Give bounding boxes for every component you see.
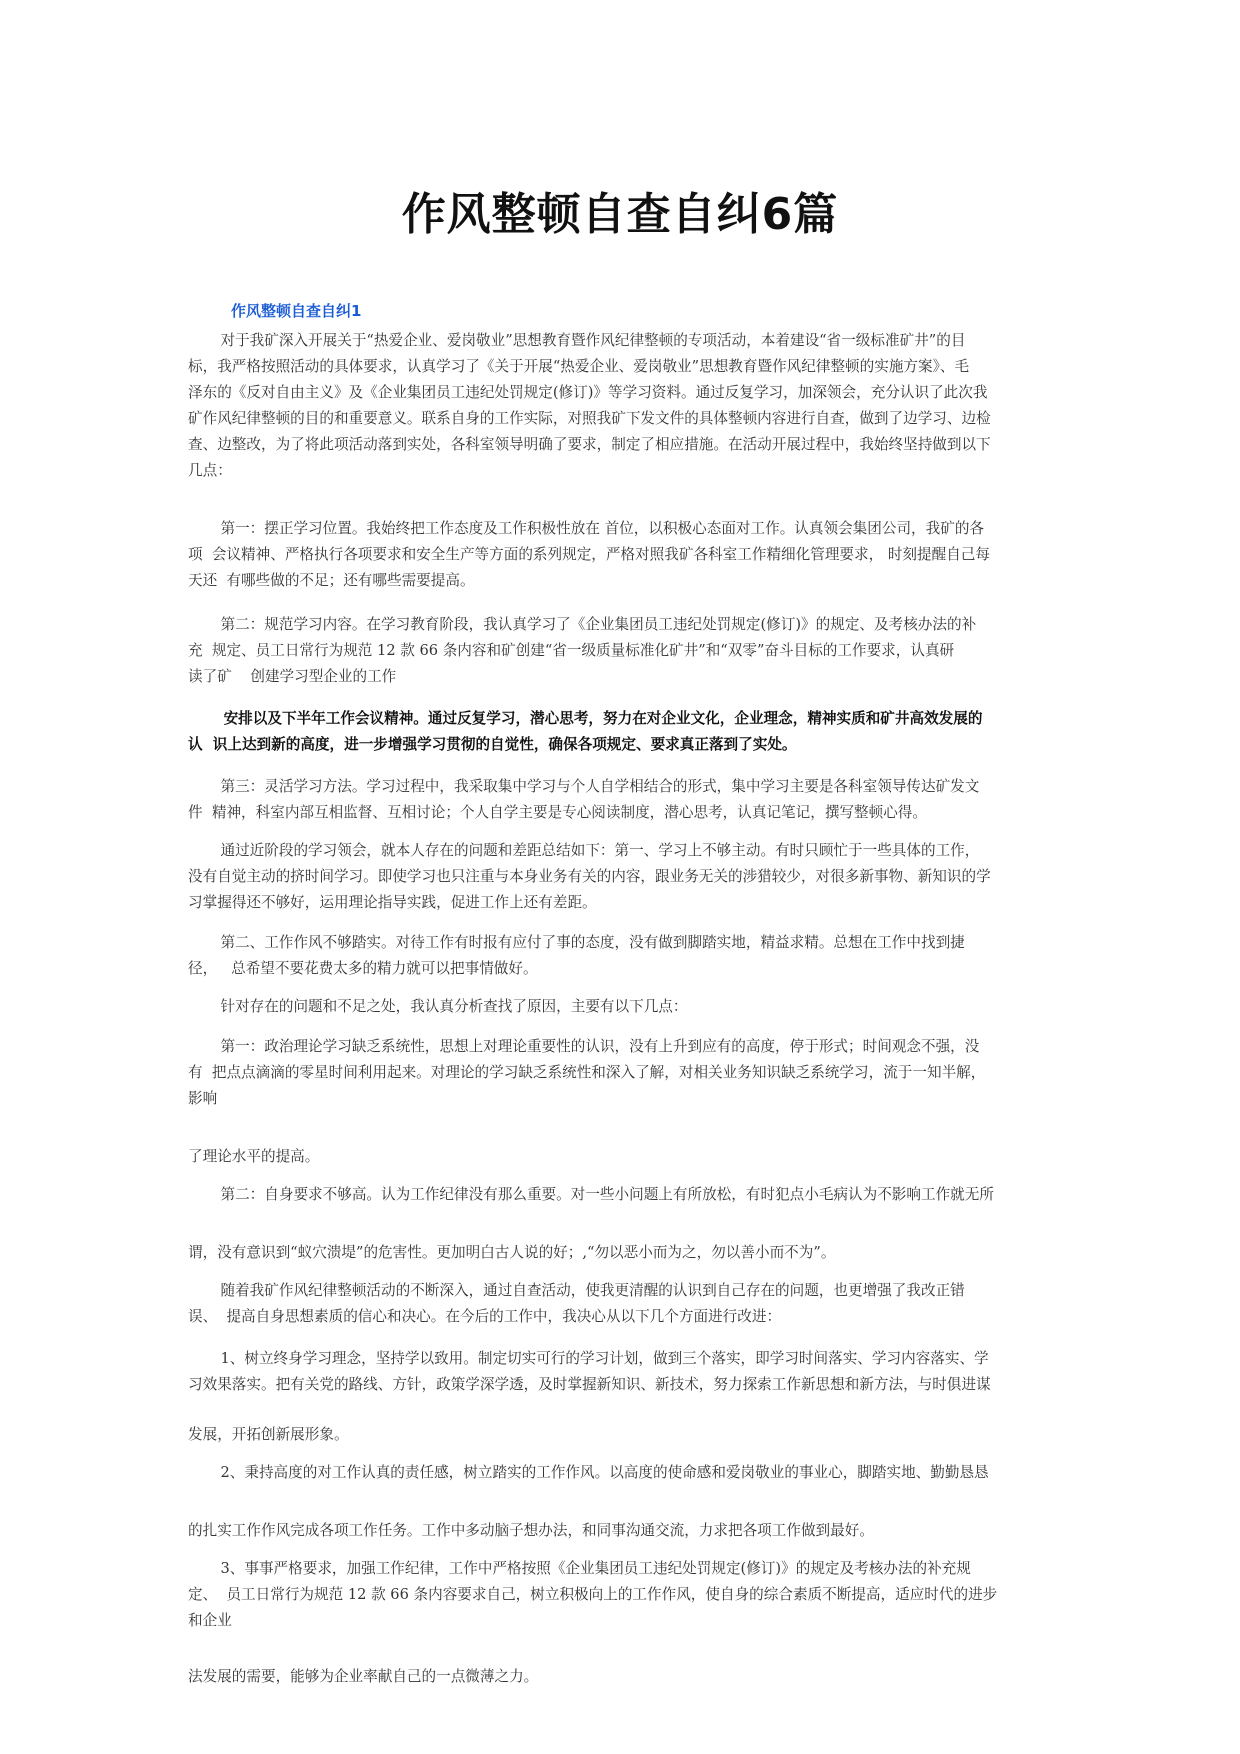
paragraph-cause-two-end: 谓，没有意识到“蚁穴溃堤”的危害性。更加明白古人说的好；,“勿以恶小而为之，勿以善小而不为”。 [188,1244,836,1261]
paragraph-improvement-three: 3、事事严格要求，加强工作纪律，工作中严格按照《企业集团员工违纪处罚规定(修订)》的规定及考核办法的补充规 定、 员工日常行为规范 12 款 66 条内容要求自己，树立积极向上的工作作风，使自身的综合素质不断提高，适应时代的进步 和企业 [188,1560,998,1629]
document-title: 作风整顿自查自纠6篇 [401,189,839,240]
paragraph-cause-two: 第二：自身要求不够高。认为工作纪律没有那么重要。对一些小问题上有所放松，有时犯点小毛病认为不影响工作就无所 [188,1186,994,1203]
paragraph-second-point: 第二：规范学习内容。在学习教育阶段，我认真学习了《企业集团员工违纪处罚规定(修订)》的规定、及考核办法的补 充 规定、员工日常行为规范 12 款 66 条内容和矿创建“省一级质量标准化矿井”和“双零”奋斗目标的工作要求，认真研 读了矿 创建学习型企业的工作 [188,616,977,685]
paragraph-study-arrangement: 安排以及下半年工作会议精神。通过反复学习，潜心思考，努力在对企业文化，企业理念，精神实质和矿井高效发展的 认 识上达到新的高度，进一步增强学习贯彻的自觉性，确保各项规定、要求真正落到了实处。 [188,710,983,753]
paragraph-improvement-one-end: 发展，开拓创新展形象。 [188,1426,349,1443]
section-heading: 作风整顿自查自纠1 [231,302,362,320]
paragraph-cause-one-end: 了理论水平的提高。 [188,1148,320,1165]
paragraph-improvement-two-end: 的扎实工作作风完成各项工作任务。工作中多动脑子想办法，和同事沟通交流，力求把各项工作做到最好。 [188,1522,874,1539]
paragraph-first-point: 第一：摆正学习位置。我始终把工作态度及工作积极性放在 首位，以积极心态面对工作。认真领会集团公司，我矿的各 项 会议精神、严格执行各项要求和安全生产等方面的系列规定，严格对照我矿各科室工作精细化管理要求， 时刻提醒自己每 天还 有哪些做的不足；还有哪些需要提高。 [188,520,990,589]
paragraph-intro: 对于我矿深入开展关于“热爱企业、爱岗敬业”思想教育暨作风纪律整顿的专项活动，本着建设“省一级标准矿井”的目 标，我严格按照活动的具体要求，认真学习了《关于开展“热爱企业、爱岗敬业”思想教育暨作风纪律整顿的实施方案》、毛 泽东的《反对自由主义》及《企业集团员工违纪处罚规定(修订)》等学习资料。通过反复学习，加深领会，充分认识了此次我 矿作风纪律整顿的目的和重要意义。联系自身的工作实际，对照我矿下发文件的具体整顿内容进行自查，做到了边学习、边检 查、边整改，为了将此项活动落到实处，各科室领导明确了要求，制定了相应措施。在活动开展过程中，我始终坚持做到以下 几点： [188,332,991,479]
paragraph-improvement-two: 2、秉持高度的对工作认真的责任感，树立踏实的工作作风。以高度的使命感和爱岗敬业的事业心，脚踏实地、勤勤恳恳 [188,1464,989,1481]
paragraph-cause-one: 第一：政治理论学习缺乏系统性，思想上对理论重要性的认识，没有上升到应有的高度，停于形式；时间观念不强，没 有 把点点滴滴的零星时间利用起来。对理论的学习缺乏系统性和深入了解，对相关业务知识缺乏系统学习，流于一知半解， 影响 [188,1038,986,1107]
paragraph-work-style: 第二、工作作风不够踏实。对待工作有时报有应付了事的态度，没有做到脚踏实地，精益求精。总想在工作中找到捷 径， 总希望不要花费太多的精力就可以把事情做好。 [188,934,965,977]
paragraph-third-point: 第三：灵活学习方法。学习过程中，我采取集中学习与个人自学相结合的形式，集中学习主要是各科室领导传达矿发文 件 精神，科室内部互相监督、互相讨论；个人自学主要是专心阅读制度，潜心思考，认真记笔记，撰写整顿心得。 [188,778,980,821]
paragraph-improvement-one: 1、树立终身学习理念，坚持学以致用。制定切实可行的学习计划，做到三个落实，即学习时间落实、学习内容落实、学 习效果落实。把有关党的路线、方针，政策学深学透，及时掌握新知识、新技术，努力探索工作新思想和新方法，与时俱进谋 [188,1350,991,1393]
paragraph-improvement-three-end: 法发展的需要，能够为企业率献自己的一点微薄之力。 [188,1668,539,1685]
paragraph-causes-intro: 针对存在的问题和不足之处，我认真分析查找了原因，主要有以下几点： [188,998,688,1015]
paragraph-problems-summary: 通过近阶段的学习领会，就本人存在的问题和差距总结如下：第一、学习上不够主动。有时只顾忙于一些具体的工作， 没有自觉主动的挤时间学习。即使学习也只注重与本身业务有关的内容，跟业务无关的涉猎较少，对很多新事物、新知识的学 习掌握得还不够好，运用理论指导实践，促进工作上还有差距。 [188,842,991,911]
paragraph-improvement-intro: 随着我矿作风纪律整顿活动的不断深入，通过自查活动，使我更清醒的认识到自己存在的问题，也更增强了我改正错 误、 提高自身思想素质的信心和决心。在今后的工作中，我决心从以下几个方面进行改进： [188,1282,965,1325]
